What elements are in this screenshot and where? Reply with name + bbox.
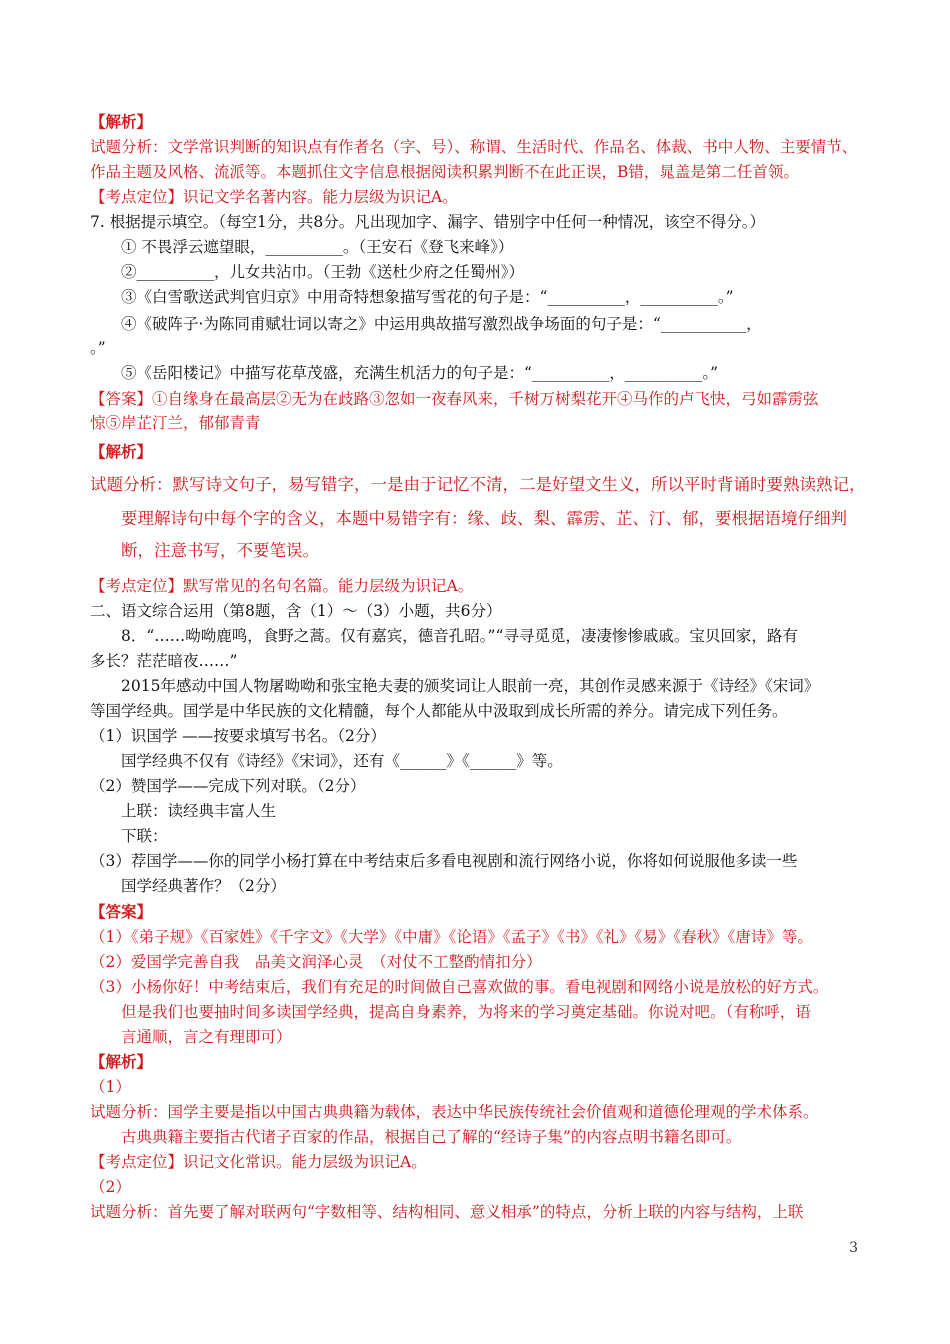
sub-question-3: （3）荐国学——你的同学小杨打算在中考结束后多看电视剧和流行网络小说，你将如何说服他多读一些 (90, 852, 798, 870)
analysis-text: 古典典籍主要指古代诸子百家的作品，根据自己了解的“经诗子集”的内容点明书籍名即可。 (121, 1128, 742, 1146)
question-7-item: ⑤《岳阳楼记》中描写花草茂盛，充满生机活力的句子是：“__________，__________。” (121, 364, 719, 382)
analysis-subnum: （1） (90, 1078, 131, 1096)
answer-text: 惊⑤岸芷汀兰，郁郁青青 (90, 414, 261, 432)
answer-text: （3）小杨你好！中考结束后，我们有充足的时间做自己喜欢做的事。看电视剧和网络小说是放松的好方式。 (90, 978, 829, 996)
answer-text: 但是我们也要抽时间多读国学经典，提高自身素养，为将来的学习奠定基础。你说对吧。（有称呼，语 (121, 1003, 811, 1021)
sub-question-3-text: 国学经典著作？（2分） (121, 877, 286, 895)
analysis-heading: 【解析】 (90, 112, 153, 131)
question-7-item: ④《破阵子·为陈同甫赋壮词以寄之》中运用典故描写激烈战争场面的句子是：“___________， (121, 315, 762, 333)
question-7-item: ②__________，儿女共沾巾。（王勃《送杜少府之任蜀州》） (121, 263, 525, 281)
question-8-prompt: 8．“……呦呦鹿鸣，食野之蒿。仅有嘉宾，德音孔昭。”“寻寻觅觅，凄凄惨惨戚戚。宝贝回家，路有 (121, 627, 798, 645)
analysis-heading: 【解析】 (90, 1052, 153, 1071)
question-8-context: 等国学经典。国学是中华民族的文化精髓，每个人都能从中汲取到成长所需的养分。请完成下列任务。 (90, 702, 788, 720)
analysis-text: 试题分析：文学常识判断的知识点有作者名（字、号）、称谓、生活时代、作品名、体裁、书中人物、主要情节、 (90, 138, 858, 156)
analysis-text: 试题分析：国学主要是指以中国古典典籍为载体，表达中华民族传统社会价值观和道德伦理观的学术体系。 (90, 1103, 819, 1121)
sub-question-2: （2）赞国学——完成下列对联。（2分） (90, 777, 366, 795)
couplet-upper: 上联：读经典丰富人生 (121, 802, 277, 820)
answer-text: 【答案】①自缘身在最高层②无为在歧路③忽如一夜春风来，千树万树梨花开④马作的卢飞快，弓如霹雳弦 (90, 390, 819, 408)
question-7-prompt: 7. 根据提示填空。（每空1分，共8分。凡出现加字、漏字、错别字中任何一种情况，该空不得分。） (90, 213, 765, 231)
answer-text: 言通顺，言之有理即可） (121, 1028, 292, 1046)
analysis-text: 作品主题及风格、流派等。本题抓住文字信息根据阅读积累判断不在此正误，B错，晁盖是第二任首领。 (90, 163, 799, 181)
answer-text: （2）爱国学完善自我 品美文润泽心灵 （对仗不工整酌情扣分） (90, 953, 542, 971)
sub-question-1: （1）识国学 ——按要求填写书名。（2分） (90, 727, 386, 745)
analysis-subnum: （2） (90, 1178, 131, 1196)
couplet-lower: 下联： (121, 827, 168, 845)
topic-location: 【考点定位】识记文化常识。能力层级为识记A。 (90, 1153, 427, 1171)
answer-heading: 【答案】 (90, 902, 153, 921)
section-heading: 二、语文综合运用（第8题，含（1）～（3）小题，共6分） (90, 602, 502, 620)
analysis-text: 要理解诗句中每个字的含义，本题中易错字有：缘、歧、梨、霹雳、芷、汀、郁，要根据语境仔细判 (121, 509, 847, 528)
answer-text: （1）《弟子规》《百家姓》《千字文》《大学》《中庸》《论语》《孟子》《书》《礼》《易》《春秋》《唐诗》等。 (90, 928, 813, 946)
question-7-item: ① 不畏浮云遮望眼，__________。（王安石《登飞来峰》） (121, 238, 514, 256)
analysis-text: 试题分析：首先要了解对联两句“字数相等、结构相同、意义相承”的特点，分析上联的内容与结构，上联 (90, 1203, 804, 1221)
topic-location: 【考点定位】识记文学名著内容。能力层级为识记A。 (90, 188, 458, 206)
analysis-text: 断，注意书写，不要笔误。 (121, 541, 319, 560)
topic-location: 【考点定位】默写常见的名句名篇。能力层级为识记A。 (90, 577, 474, 595)
page-number: 3 (849, 1240, 858, 1256)
question-8-prompt: 多长？茫茫暗夜……” (90, 652, 238, 670)
question-7-item-cont: 。” (90, 339, 106, 357)
sub-question-1-text: 国学经典不仅有《诗经》《宋词》，还有《______》《______》等。 (121, 752, 563, 770)
question-8-context: 2015年感动中国人物屠呦呦和张宝艳夫妻的颁奖词让人眼前一亮，其创作灵感来源于《诗经》《宋词》 (121, 677, 820, 695)
analysis-text: 试题分析：默写诗文句子，易写错字，一是由于记忆不清，二是好望文生义，所以平时背诵时要熟读熟记， (90, 475, 866, 494)
question-7-item: ③《白雪歌送武判官归京》中用奇特想象描写雪花的句子是：“__________，__________。” (121, 288, 734, 306)
analysis-heading: 【解析】 (90, 442, 153, 461)
